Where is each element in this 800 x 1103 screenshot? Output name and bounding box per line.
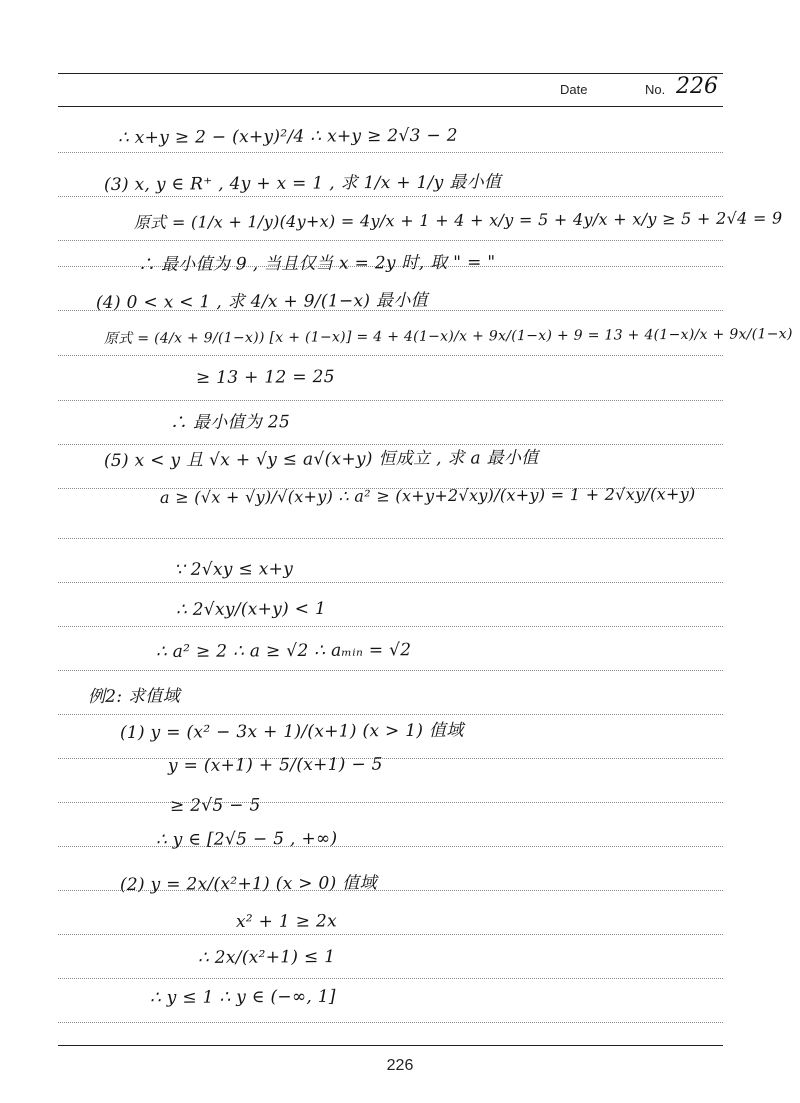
ruled-line [58, 626, 723, 627]
handwritten-line-22: ∴ y ≤ 1 ∴ y ∈ (−∞, 1] [149, 986, 336, 1008]
handwritten-line-11: ∵ 2√xy ≤ x+y [173, 559, 294, 580]
handwritten-line-5: (4) 0 < x < 1 , 求 4/x + 9/(1−x) 最小值 [95, 290, 428, 313]
ruled-line [58, 1022, 723, 1023]
footer-rule [58, 1045, 723, 1046]
handwritten-line-4: ∴ 最小值为 9 , 当且仅当 x = 2y 时, 取 " = " [137, 252, 496, 275]
handwritten-line-21: ∴ 2x/(x²+1) ≤ 1 [197, 947, 336, 968]
handwritten-page-number: 226 [676, 74, 718, 99]
handwritten-line-1: ∴ x+y ≥ 2 − (x+y)²/4 ∴ x+y ≥ 2√3 − 2 [117, 125, 458, 148]
handwritten-line-12: ∴ 2√xy/(x+y) < 1 [175, 598, 327, 620]
ruled-line [58, 714, 723, 715]
handwritten-line-8: ∴ 最小值为 25 [169, 412, 291, 433]
ruled-line [58, 670, 723, 671]
ruled-line [58, 538, 723, 539]
ruled-line [58, 152, 723, 153]
ruled-line [58, 582, 723, 583]
handwritten-line-6: 原式 = (4/x + 9/(1−x)) [x + (1−x)] = 4 + 4(1−x)/x + 9x/(1−x) + 9 = 13 + 4(1−x)/x + 9x/(1−x) [103, 326, 793, 348]
handwritten-line-20: x² + 1 ≥ 2x [235, 911, 338, 932]
handwritten-line-2: (3) x, y ∈ R⁺ , 4y + x = 1 , 求 1/x + 1/y 最小值 [103, 172, 502, 195]
ruled-line [58, 196, 723, 197]
ruled-line [58, 978, 723, 979]
handwritten-line-15: (1) y = (x² − 3x + 1)/(x+1) (x > 1) 值域 [119, 720, 464, 743]
ruled-line [58, 240, 723, 241]
handwritten-line-14: 例2: 求值域 [87, 686, 181, 707]
handwritten-line-17: ≥ 2√5 − 5 [169, 795, 261, 816]
page-number: 226 [386, 1057, 414, 1074]
ruled-line [58, 400, 723, 401]
handwritten-line-7: ≥ 13 + 12 = 25 [195, 367, 335, 388]
handwritten-line-16: y = (x+1) + 5/(x+1) − 5 [167, 754, 383, 776]
header-bottom-rule [58, 106, 723, 107]
handwritten-line-13: ∴ a² ≥ 2 ∴ a ≥ √2 ∴ aₘᵢₙ = √2 [155, 640, 412, 662]
handwritten-line-18: ∴ y ∈ [2√5 − 5 , +∞) [155, 828, 338, 850]
ruled-line [58, 934, 723, 935]
number-label: No. [645, 82, 666, 97]
handwritten-line-10: a ≥ (√x + √y)/√(x+y) ∴ a² ≥ (x+y+2√xy)/(x+y) = 1 + 2√xy/(x+y) [159, 484, 696, 507]
ruled-line [58, 802, 723, 803]
header-top-rule [58, 73, 723, 74]
handwritten-line-9: (5) x < y 且 √x + √y ≤ a√(x+y) 恒成立 , 求 a 最小值 [103, 447, 539, 471]
date-label: Date [560, 82, 588, 97]
ruled-line [58, 355, 723, 356]
handwritten-line-19: (2) y = 2x/(x²+1) (x > 0) 值域 [119, 873, 377, 895]
handwritten-line-3: 原式 = (1/x + 1/y)(4y+x) = 4y/x + 1 + 4 + x/y = 5 + 4y/x + x/y ≥ 5 + 2√4 = 9 [133, 208, 783, 233]
ruled-line [58, 758, 723, 759]
